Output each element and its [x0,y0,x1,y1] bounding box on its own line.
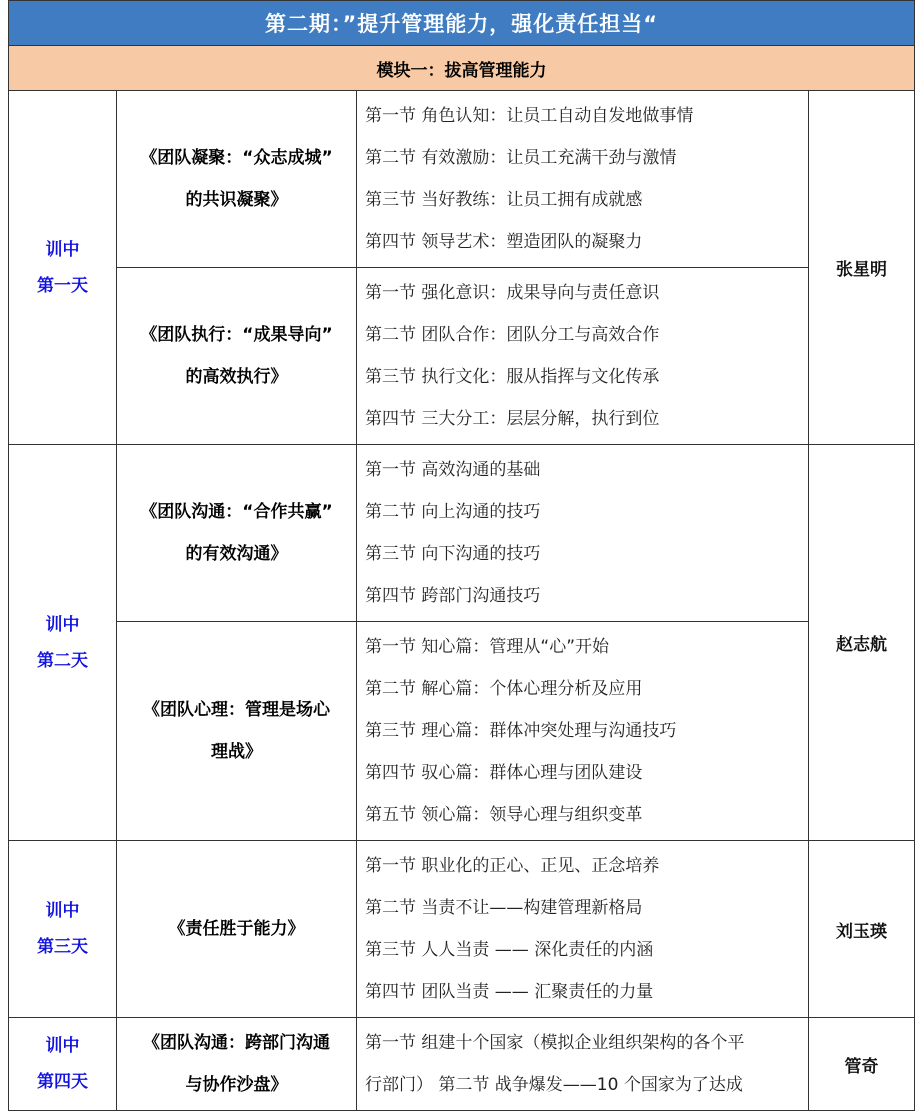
lesson-item: 第一节 角色认知：让员工自动自发地做事情 [365,106,694,126]
course-title: 《团队凝聚：“众志成城” 的共识凝聚》 [117,91,357,268]
lesson-item: 第一节 知心篇：管理从“心”开始 [365,637,610,657]
day-label: 训中 第一天 [9,91,117,445]
lesson-item: 第三节 理心篇：群体冲突处理与沟通技巧 [365,721,677,741]
teacher-name: 管奇 [809,1018,915,1111]
lesson-item: 第四节 团队当责 —— 汇聚责任的力量 [365,982,654,1002]
lesson-list [357,622,809,841]
training-schedule-table [8,0,915,1111]
lesson-list [357,1018,809,1111]
lesson-list [357,445,809,622]
teacher-name: 刘玉瑛 [809,841,915,1018]
lesson-item: 第四节 驭心篇：群体心理与团队建设 [365,763,643,783]
lesson-item: 第一节 高效沟通的基础 [365,460,541,480]
lesson-item: 第二节 有效激励：让员工充满干劲与激情 [365,148,677,168]
lesson-list [357,268,809,445]
lesson-item: 第二节 解心篇：个体心理分析及应用 [365,679,643,699]
day-label: 训中 第三天 [9,841,117,1018]
day-label: 训中 第二天 [9,445,117,841]
lesson-item: 第二节 团队合作：团队分工与高效合作 [365,325,660,345]
course-title: 《团队沟通：“合作共赢” 的有效沟通》 [117,445,357,622]
teacher-name: 张星明 [809,91,915,445]
lesson-item: 第三节 当好教练：让员工拥有成就感 [365,190,643,210]
course-title: 《团队心理：管理是场心 理战》 [117,622,357,841]
lesson-item: 第五节 领心篇：领导心理与组织变革 [365,805,643,825]
lesson-item: 第一节 强化意识：成果导向与责任意识 [365,283,660,303]
schedule-title: 第二期：”提升管理能力，强化责任担当“ [9,1,915,46]
course-title: 《责任胜于能力》 [117,841,357,1018]
lesson-item: 第四节 三大分工：层层分解，执行到位 [365,409,660,429]
lesson-list [357,91,809,268]
day-label: 训中 第四天 [9,1018,117,1111]
lesson-item: 第三节 人人当责 —— 深化责任的内涵 [365,940,654,960]
lesson-item: 第四节 跨部门沟通技巧 [365,586,541,606]
lesson-item: 第三节 向下沟通的技巧 [365,544,541,564]
teacher-name: 赵志航 [809,445,915,841]
lesson-item: 第三节 执行文化：服从指挥与文化传承 [365,367,660,387]
lesson-item: 行部门） 第二节 战争爆发——10 个国家为了达成 [365,1075,743,1095]
module-heading: 模块一：拔高管理能力 [9,46,915,91]
lesson-item: 第四节 领导艺术：塑造团队的凝聚力 [365,232,643,252]
course-title: 《团队沟通：跨部门沟通 与协作沙盘》 [117,1018,357,1111]
lesson-item: 第二节 当责不让——构建管理新格局 [365,898,643,918]
lesson-list [357,841,809,1018]
course-title: 《团队执行：“成果导向” 的高效执行》 [117,268,357,445]
lesson-item: 第一节 组建十个国家（模拟企业组织架构的各个平 [365,1033,745,1053]
lesson-item: 第一节 职业化的正心、正见、正念培养 [365,856,660,876]
lesson-item: 第二节 向上沟通的技巧 [365,502,541,522]
